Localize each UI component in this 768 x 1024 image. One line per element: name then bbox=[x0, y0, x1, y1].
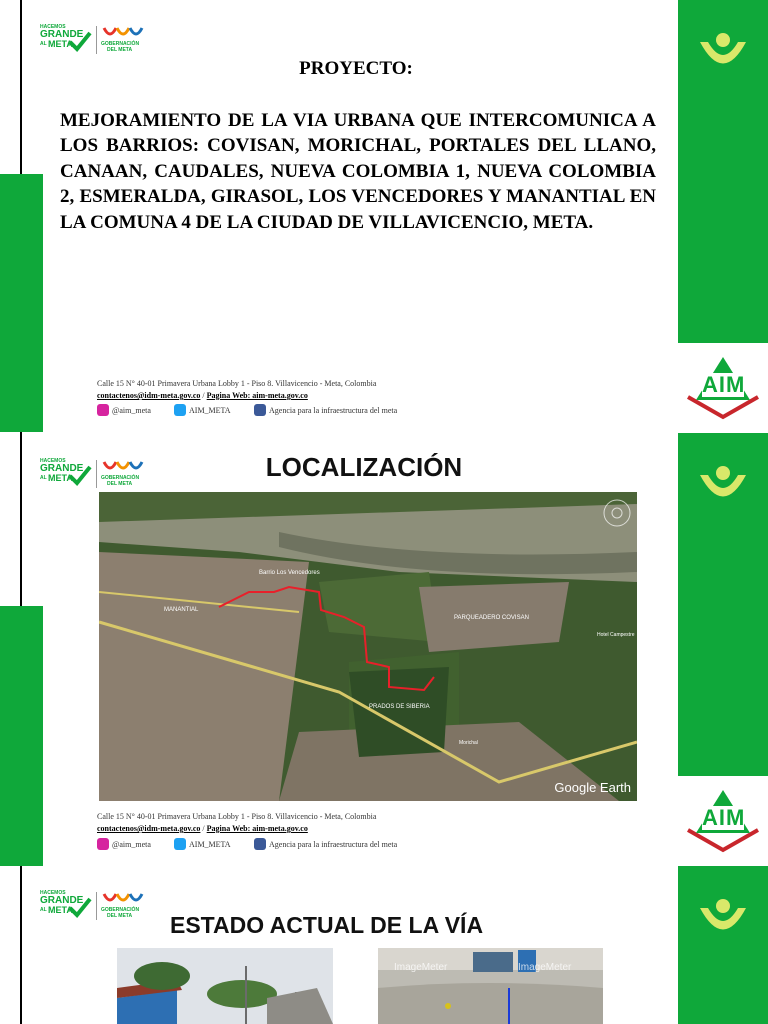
imagemeter-watermark: ImageMeter bbox=[394, 962, 448, 973]
logo-divider bbox=[96, 892, 97, 920]
logo-grande-big: GRANDE bbox=[40, 463, 84, 474]
left-green-bar bbox=[0, 174, 43, 432]
map-label-campestre: Hotel Campestre bbox=[597, 632, 635, 638]
instagram-icon bbox=[97, 838, 109, 850]
compass-icon[interactable] bbox=[602, 498, 632, 528]
aim-logo bbox=[678, 778, 768, 863]
facebook-link[interactable] bbox=[254, 404, 397, 416]
gobernacion-logo-icon bbox=[102, 890, 146, 906]
header-logos bbox=[40, 890, 150, 922]
facebook-icon bbox=[254, 404, 266, 416]
map-label-covisan: PARQUEADERO COVISAN bbox=[454, 615, 529, 621]
google-earth-watermark: Google Earth bbox=[554, 780, 631, 795]
facebook-page: Agencia para la infraestructura del meta bbox=[269, 839, 398, 849]
project-description: MEJORAMIENTO DE LA VIA URBANA QUE INTERCOMUNICA A LOS BARRIOS: COVISAN, MORICHAL, PORTALES DEL LLANO, CANAAN, CAUDALES, NUEVA COLOMBIA 1, NUEVA COLOMBIA 2, ESMERALDA, GIRASOL, LOS VENCEDORES Y MANANTIAL EN LA COMUNA 4 DE LA CIUDAD DE VILLAVICENCIO, META. bbox=[60, 110, 656, 233]
instagram-icon bbox=[97, 404, 109, 416]
footer-address: Calle 15 N° 40-01 Primavera Urbana Lobby 1 - Piso 8. Villavicencio - Meta, Colombia bbox=[97, 379, 377, 388]
website-link[interactable]: Pagina Web: aim-meta.gov.co bbox=[206, 824, 308, 833]
gobernacion-text: GOBERNACIÓN bbox=[101, 41, 140, 47]
logo-grande-meta: META bbox=[48, 905, 73, 915]
left-divider-line bbox=[20, 870, 22, 1024]
gobernacion-text: DEL META bbox=[107, 913, 133, 919]
logo-divider bbox=[96, 26, 97, 54]
gobernacion-text: GOBERNACIÓN bbox=[101, 475, 140, 481]
header-logos bbox=[40, 24, 150, 56]
gobernacion-symbol-icon bbox=[678, 433, 768, 543]
logo-grande-small: HACEMOS bbox=[40, 24, 66, 30]
map-label-vencedores: Barrio Los Vencedores bbox=[259, 570, 320, 576]
facebook-icon bbox=[254, 838, 266, 850]
gobernacion-logo-icon bbox=[102, 24, 146, 40]
footer-address: Calle 15 N° 40-01 Primavera Urbana Lobby 1 - Piso 8. Villavicencio - Meta, Colombia bbox=[97, 812, 377, 821]
facebook-link[interactable] bbox=[254, 838, 397, 850]
facebook-page: Agencia para la infraestructura del meta bbox=[269, 405, 398, 415]
logo-grande-meta: META bbox=[48, 39, 73, 49]
map-label-prados: PRADOS DE SIBERIA bbox=[369, 704, 430, 710]
map-label-manantial: MANANTIAL bbox=[164, 607, 199, 613]
logo-grande-al: AL bbox=[40, 907, 47, 913]
footer-contact bbox=[97, 824, 308, 833]
twitter-icon bbox=[174, 404, 186, 416]
logo-grande-big: GRANDE bbox=[40, 29, 84, 40]
gobernacion-text: DEL META bbox=[107, 47, 133, 53]
aim-logo-text: AIM bbox=[702, 372, 746, 397]
map-label-morichal: Morichal bbox=[459, 740, 478, 746]
contact-email-link[interactable]: contactenos@idm-meta.gov.co bbox=[97, 391, 201, 400]
logo-grande-meta: META bbox=[48, 473, 73, 483]
imagemeter-watermark: ImageMeter bbox=[518, 962, 572, 973]
logo-grande-small: HACEMOS bbox=[40, 890, 66, 896]
logo-grande-small: HACEMOS bbox=[40, 458, 66, 464]
right-green-panel bbox=[678, 866, 768, 1024]
gobernacion-symbol-icon bbox=[678, 0, 768, 110]
road-photo-left bbox=[117, 948, 333, 1024]
gobernacion-text: GOBERNACIÓN bbox=[101, 907, 140, 913]
aim-logo bbox=[678, 345, 768, 430]
separator: / bbox=[200, 824, 207, 833]
aim-logo-text: AIM bbox=[702, 805, 746, 830]
gobernacion-text: DEL META bbox=[107, 481, 133, 487]
logo-grande-big: GRANDE bbox=[40, 895, 84, 906]
gobernacion-symbol-icon bbox=[678, 866, 768, 976]
website-link[interactable]: Pagina Web: aim-meta.gov.co bbox=[206, 391, 308, 400]
localizacion-title: LOCALIZACIÓN bbox=[265, 452, 463, 482]
contact-email-link[interactable]: contactenos@idm-meta.gov.co bbox=[97, 824, 201, 833]
logo-grande-al: AL bbox=[40, 41, 47, 47]
separator: / bbox=[200, 391, 207, 400]
instagram-link[interactable] bbox=[97, 838, 151, 850]
twitter-link[interactable] bbox=[174, 838, 231, 850]
right-green-panel bbox=[678, 433, 768, 776]
instagram-link[interactable] bbox=[97, 404, 151, 416]
logo-grande-al: AL bbox=[40, 475, 47, 481]
check-icon bbox=[68, 30, 92, 52]
twitter-handle: AIM_META bbox=[189, 405, 231, 415]
instagram-handle: @aim_meta bbox=[112, 405, 151, 415]
project-heading: PROYECTO: bbox=[299, 58, 413, 79]
twitter-link[interactable] bbox=[174, 404, 231, 416]
estado-title: ESTADO ACTUAL DE LA VÍA bbox=[170, 912, 484, 938]
left-green-bar bbox=[0, 606, 43, 866]
twitter-icon bbox=[174, 838, 186, 850]
road-photo-right bbox=[378, 948, 603, 1024]
check-icon bbox=[68, 896, 92, 918]
footer-contact bbox=[97, 391, 308, 400]
map-image bbox=[99, 492, 637, 801]
instagram-handle: @aim_meta bbox=[112, 839, 151, 849]
twitter-handle: AIM_META bbox=[189, 839, 231, 849]
right-green-panel bbox=[678, 0, 768, 343]
satellite-map[interactable] bbox=[99, 492, 637, 801]
